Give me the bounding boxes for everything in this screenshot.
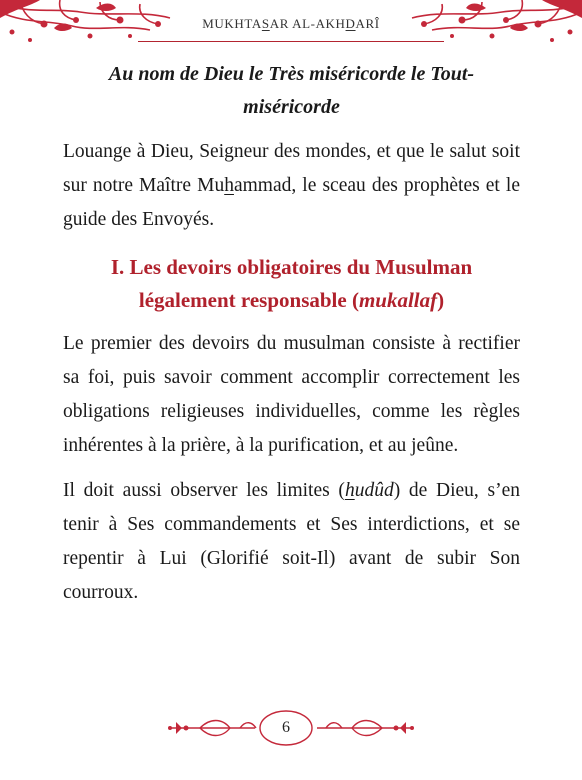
- page-number: 6: [282, 719, 290, 736]
- header-divider: [138, 41, 444, 42]
- section-heading-text: légalement responsable (: [138, 288, 359, 312]
- page-footer: [0, 708, 582, 748]
- paragraph-text: ammad, le sceau des prophètes et le guide des Envoyés.: [63, 175, 520, 230]
- section-heading-text: ): [437, 288, 445, 312]
- transliteration-underlined-letter: h: [344, 480, 355, 501]
- transliteration-term: udûd: [354, 480, 394, 501]
- paragraph-praise: [63, 135, 520, 237]
- basmala-heading: [63, 58, 520, 124]
- section-heading-line-1: I. Les devoirs obligatoires du Musulman: [110, 255, 473, 279]
- page-body: [63, 58, 520, 610]
- paragraph-text: Louange à Dieu, Seigneur des mondes, et que le salut soit sur notre Maître Mu: [63, 141, 520, 196]
- section-heading-term: mukallaf: [358, 288, 438, 312]
- running-header-part: ARÎ: [355, 16, 380, 31]
- basmala-line-1: Au nom de Dieu le Très miséricorde le Tout-: [108, 63, 475, 85]
- paragraph-text: ) de Dieu, s’en tenir à Ses commandements et Ses interdictions, et se repentir à Lui (Glorifié soit-Il) avant de subir Son courroux.: [63, 480, 521, 603]
- running-header-part: AR AL-AKH: [269, 16, 346, 31]
- running-header-part: MUKHTA: [202, 16, 262, 31]
- running-header-underlined-letter: D: [345, 16, 356, 31]
- transliteration-underlined-letter: h: [224, 175, 234, 196]
- section-heading: [63, 251, 520, 317]
- basmala-line-2: miséricorde: [243, 96, 340, 118]
- paragraph-limits: [63, 474, 520, 610]
- running-header: [0, 16, 582, 32]
- running-header-underlined-letter: S: [261, 16, 270, 31]
- paragraph-first-duty: Le premier des devoirs du musulman consiste à rectifier sa foi, puis savoir comment accomplir correctement les obligations religieuses individuelles, comme les règles inhérentes à la prière, à la purification, et au jeûne.: [63, 333, 520, 456]
- paragraph-text: Il doit aussi observer les limites (: [63, 480, 345, 501]
